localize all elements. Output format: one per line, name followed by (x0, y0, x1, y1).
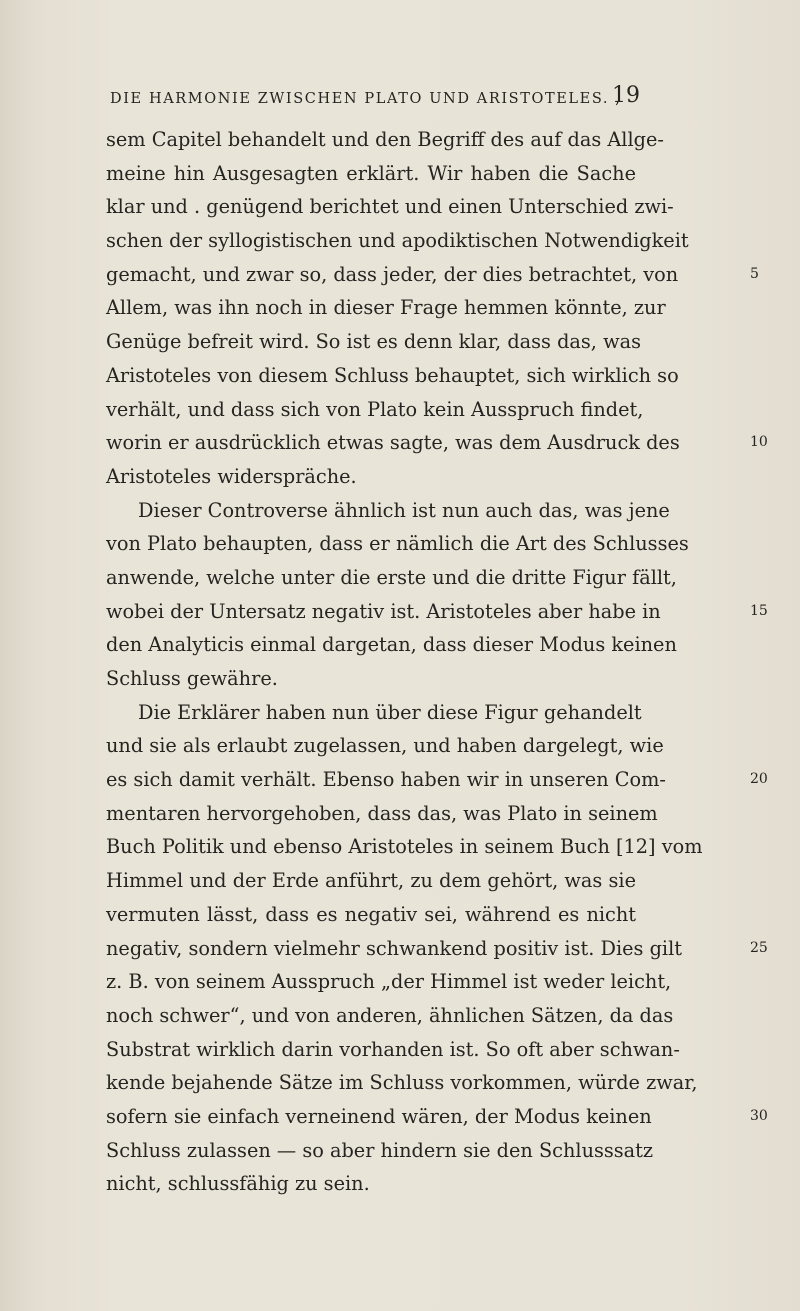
line-number: 25 (750, 939, 768, 956)
text-line (106, 830, 703, 864)
line-text: Allem, was ihn noch in dieser Frage hemmen könnte, zur (106, 296, 666, 320)
line-text: noch schwer“, und von anderen, ähnlichen Sätzen, da das (106, 1003, 674, 1027)
line-text: Schluss gewähre. (106, 667, 278, 690)
line-text: und sie als erlaubt zugelassen, und haben dargelegt, wie (106, 734, 664, 758)
line-text: negativ, sondern vielmehr schwankend positiv ist. Dies gilt (106, 936, 682, 960)
line-text: vermuten lässt, dass es negativ sei, während es nicht (106, 902, 636, 926)
line-text: meine hin Ausgesagten erklärt. Wir haben die Sache (106, 161, 636, 185)
text-line (106, 864, 636, 898)
text-line (106, 325, 641, 359)
text-line (106, 696, 642, 730)
page-number: 19 (612, 83, 640, 108)
text-line (106, 1033, 680, 1067)
line-text: es sich damit verhält. Ebenso haben wir in unseren Com- (106, 768, 666, 792)
text-line (106, 393, 644, 427)
line-text: Dieser Controverse ähnlich ist nun auch das, was jene (138, 498, 670, 522)
line-number: 15 (750, 602, 768, 619)
line-text: anwende, welche unter die erste und die dritte Figur fällt, (106, 565, 677, 589)
line-text: Aristoteles von diesem Schluss behauptet, sich wirklich so (106, 363, 679, 387)
line-text: klar und . genügend berichtet und einen Unterschied zwi- (106, 195, 674, 219)
line-text: gemacht, und zwar so, dass jeder, der dies betrachtet, von (106, 262, 679, 286)
text-line (106, 662, 636, 696)
line-text: schen der syllogistischen und apodiktischen Notwendigkeit (106, 229, 689, 253)
body-text (106, 123, 768, 1201)
line-text: kende bejahende Sätze im Schluss vorkommen, würde zwar, (106, 1071, 698, 1095)
text-line (106, 258, 679, 292)
line-text: Aristoteles widerspräche. (106, 464, 357, 488)
line-text: worin er ausdrücklich etwas sagte, was dem Ausdruck des (106, 431, 680, 455)
line-text: nicht, schlussfähig zu sein. (106, 1172, 370, 1196)
text-line (106, 527, 689, 561)
text-line (106, 224, 689, 258)
line-text: von Plato behaupten, dass er nämlich die Art des Schlusses (106, 532, 689, 556)
line-text: Himmel und der Erde anführt, zu dem gehört, was sie (106, 869, 636, 893)
line-number: 20 (750, 771, 768, 788)
text-line (106, 628, 677, 662)
line-text: sofern sie einfach verneinend wären, der Modus keinen (106, 1104, 652, 1128)
line-text: Genüge befreit wird. So ist es denn klar, dass das, was (106, 330, 641, 354)
text-line (106, 999, 674, 1033)
line-text: z. B. von seinem Ausspruch „der Himmel ist weder leicht, (106, 970, 672, 994)
line-text: mentaren hervorgehoben, dass das, was Plato in seinem (106, 801, 658, 825)
text-line (106, 898, 636, 932)
running-head: DIE HARMONIE ZWISCHEN PLATO UND ARISTOTELES. , (110, 91, 622, 107)
text-line (106, 1134, 654, 1168)
text-line (106, 460, 636, 494)
text-line (106, 426, 680, 460)
text-line (106, 595, 661, 629)
text-line (106, 494, 670, 528)
line-text: Die Erklärer haben nun über diese Figur gehandelt (138, 700, 642, 724)
text-line (106, 797, 658, 831)
line-text: Substrat wirklich darin vorhanden ist. So oft aber schwan- (106, 1037, 680, 1061)
text-line (106, 1167, 636, 1201)
line-text: verhält, und dass sich von Plato kein Ausspruch findet, (106, 397, 644, 421)
text-line (106, 1100, 652, 1134)
line-text: sem Capitel behandelt und den Begriff des auf das Allge- (106, 128, 664, 151)
text-line (106, 729, 664, 763)
line-text: Schluss zulassen — so aber hindern sie den Schlusssatz (106, 1138, 654, 1162)
line-text: den Analyticis einmal dargetan, dass dieser Modus keinen (106, 633, 677, 657)
text-line (106, 190, 674, 224)
text-line (106, 123, 664, 157)
text-line (106, 359, 679, 393)
text-line (106, 157, 636, 191)
text-line (106, 932, 682, 966)
line-number: 30 (750, 1108, 768, 1125)
text-line (106, 561, 677, 595)
line-number: 10 (750, 434, 768, 451)
text-line (106, 1066, 698, 1100)
text-line (106, 291, 666, 325)
line-text: Buch Politik und ebenso Aristoteles in seinem Buch [12] vom (106, 835, 703, 859)
page-header (100, 83, 640, 113)
line-text: wobei der Untersatz negativ ist. Aristoteles aber habe in (106, 599, 661, 623)
text-line (106, 965, 672, 999)
text-line (106, 763, 666, 797)
line-number: 5 (750, 265, 759, 282)
